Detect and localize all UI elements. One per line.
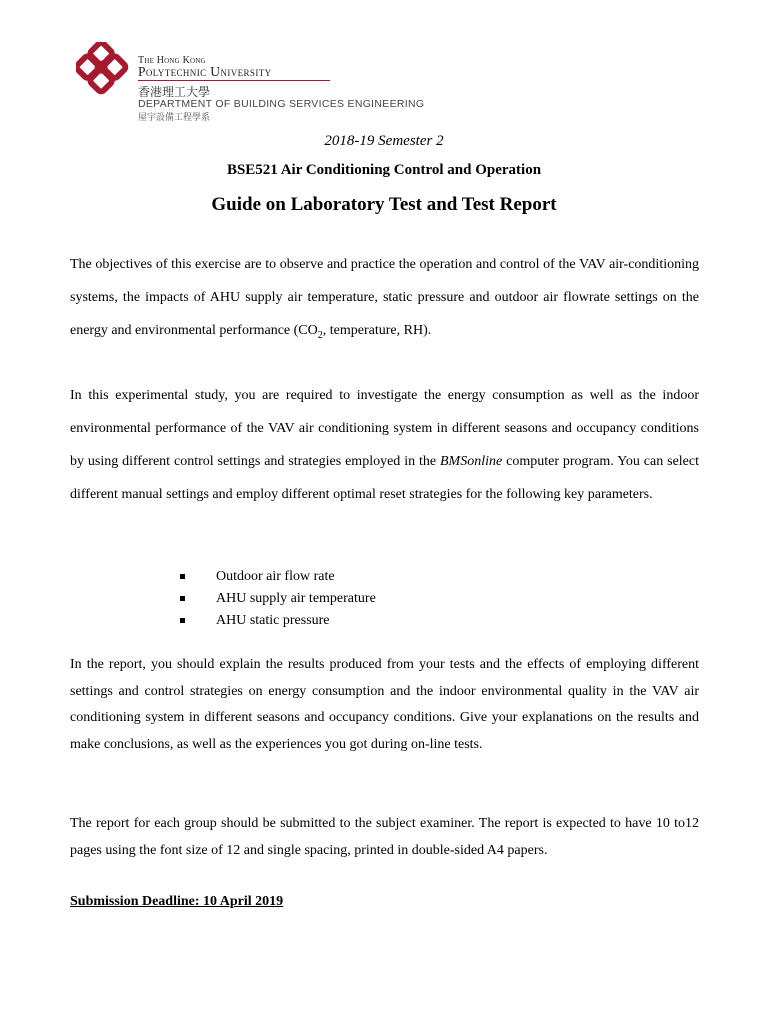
department-chinese-name: 屋宇設備工程學系 [138, 113, 211, 123]
header-rule [138, 80, 330, 81]
course-title: BSE521 Air Conditioning Control and Operation [226, 162, 542, 178]
co2-subscript: 2 [317, 329, 323, 341]
submission-deadline: Submission Deadline: 10 April 2019 [70, 894, 284, 909]
objectives-text: The objectives of this exercise are to observe and practice the operation and control of the VAV air-conditioning systems, the impacts of AHU supply air temperature, static pressure and outdoor air flowrate settings on the energy and environmental performance (CO [70, 257, 699, 338]
square-bullet-icon [180, 596, 185, 601]
list-item [178, 566, 376, 588]
square-bullet-icon [180, 618, 185, 623]
submission-paragraph: The report for each group should be submitted to the subject examiner. The report is expected to have 10 to12 pages using the font size of 12 and single spacing, printed in double-sided A4 papers. [70, 816, 699, 858]
list-item [178, 588, 376, 610]
list-item [178, 610, 376, 632]
university-chinese-name: 香港理工大學 [138, 85, 211, 99]
study-text: In this experimental study, you are required to investigate the energy consumption as well as the indoor environmental performance of the VAV air conditioning system in different seasons and occupancy conditions by using different control settings and strategies employed in the [70, 388, 699, 469]
list-item-text: AHU static pressure [216, 613, 330, 628]
square-bullet-icon [180, 574, 185, 579]
university-prefix: The Hong Kong [138, 55, 206, 66]
list-item-text: AHU supply air temperature [216, 591, 376, 606]
bmsonline-program-name: BMSonline [440, 454, 503, 469]
letterhead [76, 40, 476, 126]
list-item-text: Outdoor air flow rate [216, 569, 335, 584]
department-name: DEPARTMENT OF BUILDING SERVICES ENGINEERING [138, 98, 425, 110]
semester-line: 2018-19 Semester 2 [324, 133, 444, 149]
study-text-end: computer program. You can select different manual settings and employ different optimal reset strategies for the following key parameters. [70, 454, 699, 502]
report-content-paragraph: In the report, you should explain the results produced from your tests and the effects of employing different settings and control strategies on energy consumption and the indoor environmental quality in the VAV air conditioning system in different seasons and occupancy conditions. Give your explanations on the results and make conclusions, as well as the experiences you got during on-line tests. [70, 657, 699, 752]
document-title: Guide on Laboratory Test and Test Report [211, 194, 557, 215]
objectives-paragraph [70, 248, 699, 352]
polyu-logo-icon [76, 42, 134, 100]
study-paragraph [70, 379, 699, 511]
key-parameters-list [178, 566, 376, 632]
objectives-text-end: , temperature, RH). [322, 323, 432, 338]
university-name: Polytechnic University [138, 64, 272, 79]
